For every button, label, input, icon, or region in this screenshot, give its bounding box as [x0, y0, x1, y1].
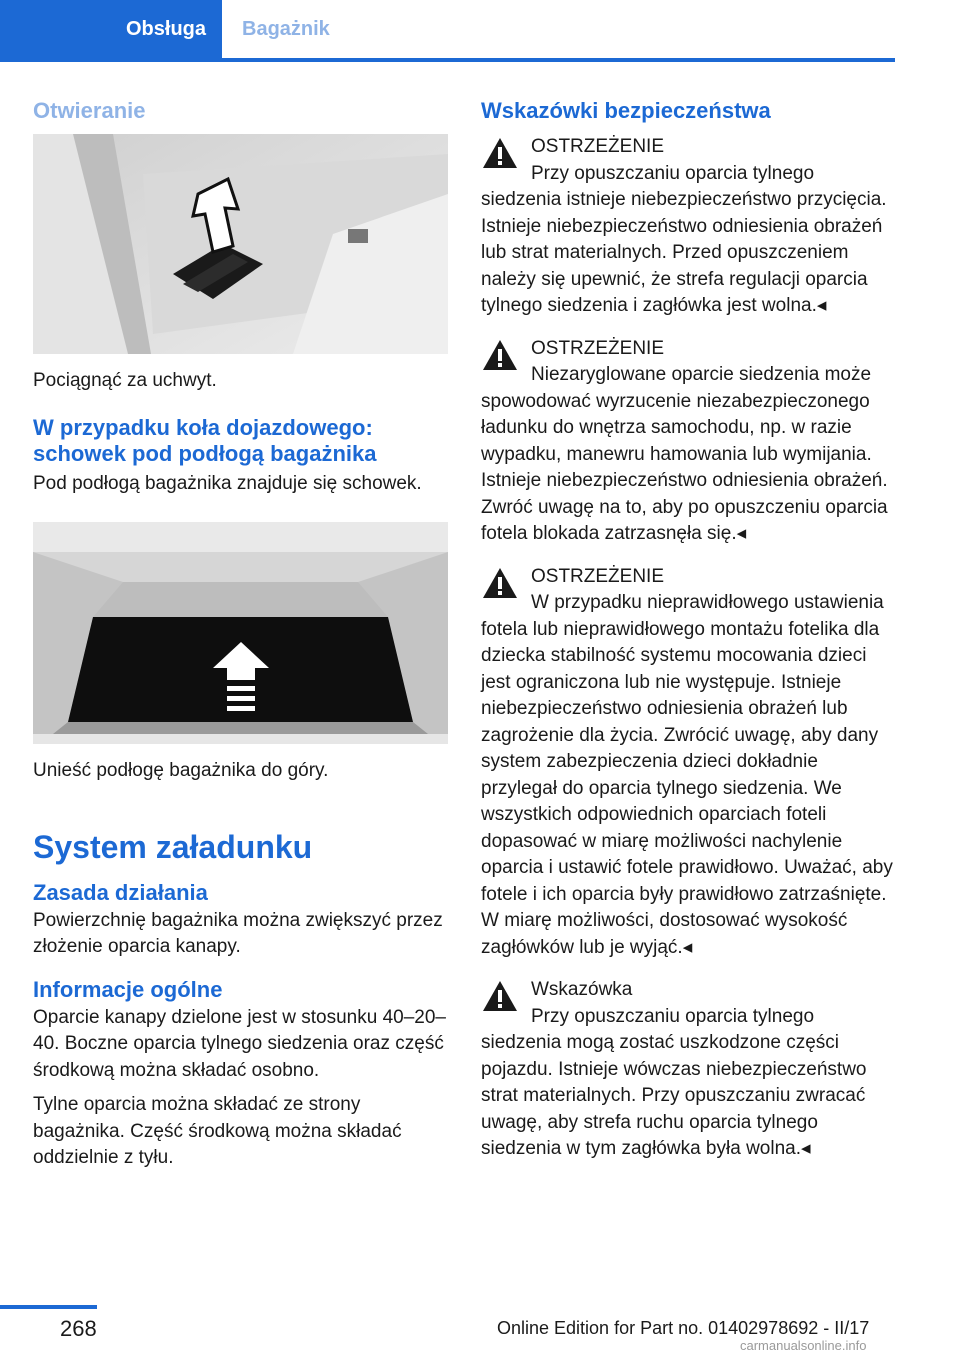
warning-triangle-icon [481, 338, 519, 372]
heading-principle: Zasada działania [33, 879, 208, 905]
header-tabs [0, 0, 960, 62]
right-column [481, 98, 895, 1163]
warning-title: OSTRZEŻENIE [531, 565, 665, 587]
trunk-floor-illustration [33, 522, 448, 744]
warning-triangle-icon [481, 136, 519, 170]
tab-obsluga[interactable]: Obsługa [0, 0, 222, 58]
heading-loading-system: System załadunku [33, 828, 313, 865]
edition-info: Online Edition for Part no. 01402978692 - II/17 [497, 1318, 870, 1338]
heading-spare-wheel: W przypadku koła dojazdowego: schowek pod podłogą bagażnika [33, 414, 377, 466]
warning-text: Niezaryglowane oparcie siedzenia może spowodować wyrzucenie niezabezpieczonego ładunku do wnętrza samochodu, np. w razie wypadku, manewru hamowania lub wymijania. Istnieje niebezpieczeństwo odniesienia obrażeń. Zwróć uwagę na to, aby po opuszczeniu oparcia fotela blokada zatrzasnęła się.◂ [481, 364, 888, 544]
warning-title: OSTRZEŻENIE [531, 337, 665, 359]
page-number: 268 [60, 1316, 97, 1341]
warning-text: Przy opuszczaniu oparcia tylnego siedzenia istnieje niebezpieczeństwo przycięcia. Istnieje niebezpieczeństwo odniesienia obrażeń lub strat materialnych. Przed opuszczeniem należy się upewnić, że strefa regulacji oparcia tylnego siedzenia i zagłówka jest wolna.◂ [481, 162, 887, 316]
trunk-handle-illustration [33, 134, 448, 354]
heading-open: Otwieranie [33, 98, 146, 123]
warning-block [481, 134, 895, 320]
text-general-2: Tylne oparcia można składać ze strony bagażnika. Część środkową można składać oddzielnie z tyłu. [33, 1094, 402, 1168]
note-block [481, 977, 895, 1163]
warning-triangle-icon [481, 979, 519, 1013]
watermark: carmanualsonline.info [740, 1338, 867, 1353]
heading-safety: Wskazówki bezpieczeństwa [481, 98, 771, 123]
note-title: Wskazówka [531, 979, 633, 1000]
heading-general-info: Informacje ogólne [33, 976, 223, 1002]
text-general-1: Oparcie kanapy dzielone jest w stosunku 40–20–40. Boczne oparcia tylnego siedzenia oraz część środkową można składać osobno. [33, 1006, 446, 1081]
caption-lift-floor: Unieść podłogę bagażnika do góry. [33, 760, 329, 781]
header-divider [0, 58, 895, 62]
text-principle: Powierzchnię bagażnika można zwiększyć przez złożenie oparcia kanapy. [33, 909, 443, 957]
footer-divider [0, 1305, 97, 1309]
warning-text: W przypadku nieprawidłowego ustawienia fotela lub nieprawidłowego montażu fotelika dla dziecka stabilność systemu mocowania dzieci jest ograniczona lub nie występuje. Istnieje niebezpieczeństwo odniesienia obrażeń lub zagrożenie dla życia. Zwrócić uwagę, aby dany system zabezpieczenia dzieci dokładnie przylegał do oparcia tylnego siedzenia. We wszystkich odpowiednich oparciach foteli dopasować w miarę możliwości nachylenie oparcia i ustawić fotele prawidłowo. Uważać, aby fotele i ich oparcia były prawidłowo zatrzaśnięte. W miarę możliwości, dostosować wysokość zagłówków lub je wyjąć.◂ [481, 592, 893, 958]
tab-bagaznik[interactable]: Bagażnik [242, 17, 330, 40]
warning-block [481, 564, 895, 962]
text-spare-wheel: Pod podłogą bagażnika znajduje się schowek. [33, 472, 422, 494]
warning-title: OSTRZEŻENIE [531, 136, 665, 157]
note-text: Przy opuszczaniu oparcia tylnego siedzenia mogą zostać uszkodzone części pojazdu. Istnieje wówczas niebezpieczeństwo strat materialnych. Przy opuszczaniu zwracać uwagę, aby strefa ruchu oparcia tylnego siedzenia w tym zagłówka była wolna.◂ [481, 1005, 867, 1159]
caption-pull-handle: Pociągnąć za uchwyt. [33, 370, 217, 391]
warning-triangle-icon [481, 566, 519, 600]
warning-block [481, 336, 895, 548]
left-column [33, 98, 448, 1172]
